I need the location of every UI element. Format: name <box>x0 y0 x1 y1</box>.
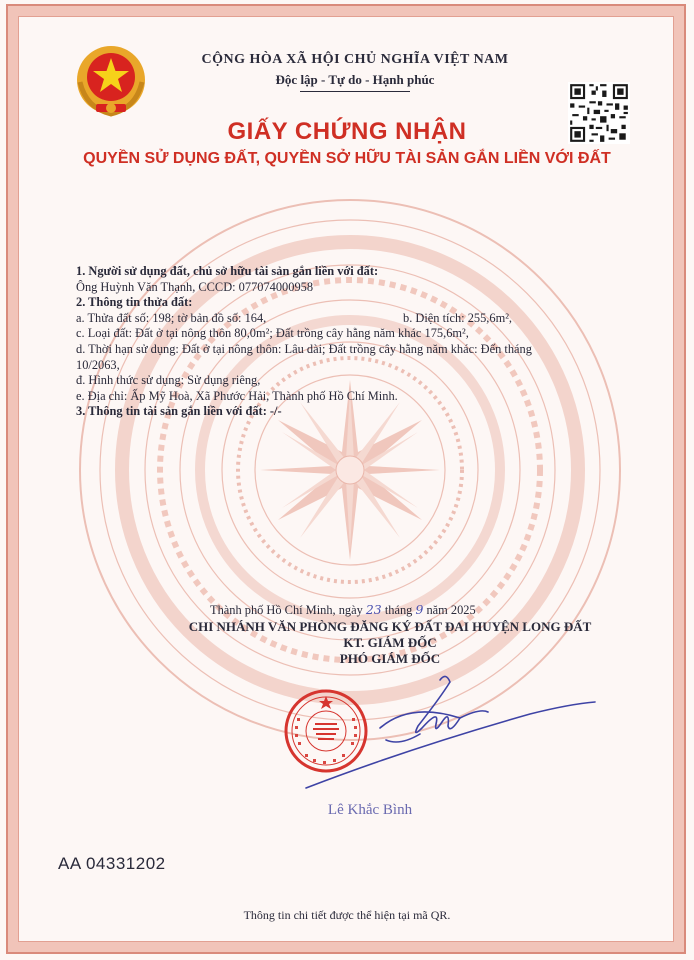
usage-term: d. Thời hạn sử dụng: Đất ở tại nông thôn: Lâu dài; Đất trồng cây hằng năm khác: Đến tháng <box>76 341 532 356</box>
date-month: 9 <box>415 602 424 617</box>
certificate-body <box>76 264 636 420</box>
signer-name: Lê Khắc Bình <box>327 802 413 818</box>
deputy-director: PHÓ GIÁM ĐỐC <box>339 651 441 666</box>
parcel-row <box>76 311 636 327</box>
nation-name: CỘNG HÒA XÃ HỘI CHỦ NGHĨA VIỆT NAM <box>201 52 509 67</box>
parcel-number: a. Thửa đất số: 198; tờ bản đồ số: 164, <box>76 310 267 325</box>
date-day: 23 <box>365 602 382 617</box>
section-2-heading: 2. Thông tin thửa đất: <box>76 295 193 310</box>
qr-footnote: Thông tin chi tiết được thể hiện tại mã QR. <box>243 908 451 922</box>
section-1-heading: 1. Người sử dụng đất, chủ sở hữu tài sản gắn liền với đất: <box>76 264 379 278</box>
certificate-title: GIẤY CHỨNG NHẬN <box>227 118 467 145</box>
section-3-heading: 3. Thông tin tài sản gắn liền với đất: -/- <box>76 404 282 419</box>
issuing-office: CHI NHÁNH VĂN PHÒNG ĐĂNG KÝ ĐẤT ĐAI HUYỆN LONG ĐẤT <box>188 619 592 634</box>
kt-director: KT. GIÁM ĐỐC <box>343 635 437 650</box>
address: e. Địa chỉ: Ấp Mỹ Hoà, Xã Phước Hải, Thành phố Hồ Chí Minh. <box>76 388 398 403</box>
month-label: tháng <box>384 603 413 617</box>
serial-number: AA 04331202 <box>58 854 166 873</box>
usage-term-end: 10/2063, <box>76 357 120 372</box>
red-seal-stamp <box>283 688 369 774</box>
usage-form: đ. Hình thức sử dụng: Sử dụng riêng, <box>76 373 261 388</box>
certificate-subtitle: QUYỀN SỬ DỤNG ĐẤT, QUYỀN SỞ HỮU TÀI SẢN GẮN LIỀN VỚI ĐẤT <box>83 150 611 167</box>
land-type: c. Loại đất: Đất ở tại nông thôn 80,0m²; Đất trồng cây hằng năm khác 175,6m², <box>76 326 469 341</box>
place-prefix: Thành phố Hồ Chí Minh, ngày <box>210 603 363 617</box>
year-label: năm 2025 <box>426 603 476 617</box>
national-emblem-icon <box>72 42 150 122</box>
owner-line: Ông Huỳnh Văn Thạnh, CCCD: 077074000958 <box>76 279 314 294</box>
national-motto: Độc lập - Tự do - Hạnh phúc <box>275 72 435 87</box>
motto-underline <box>300 91 410 92</box>
parcel-area: b. Diện tích: 255,6m², <box>403 310 513 325</box>
place-date <box>210 602 650 618</box>
